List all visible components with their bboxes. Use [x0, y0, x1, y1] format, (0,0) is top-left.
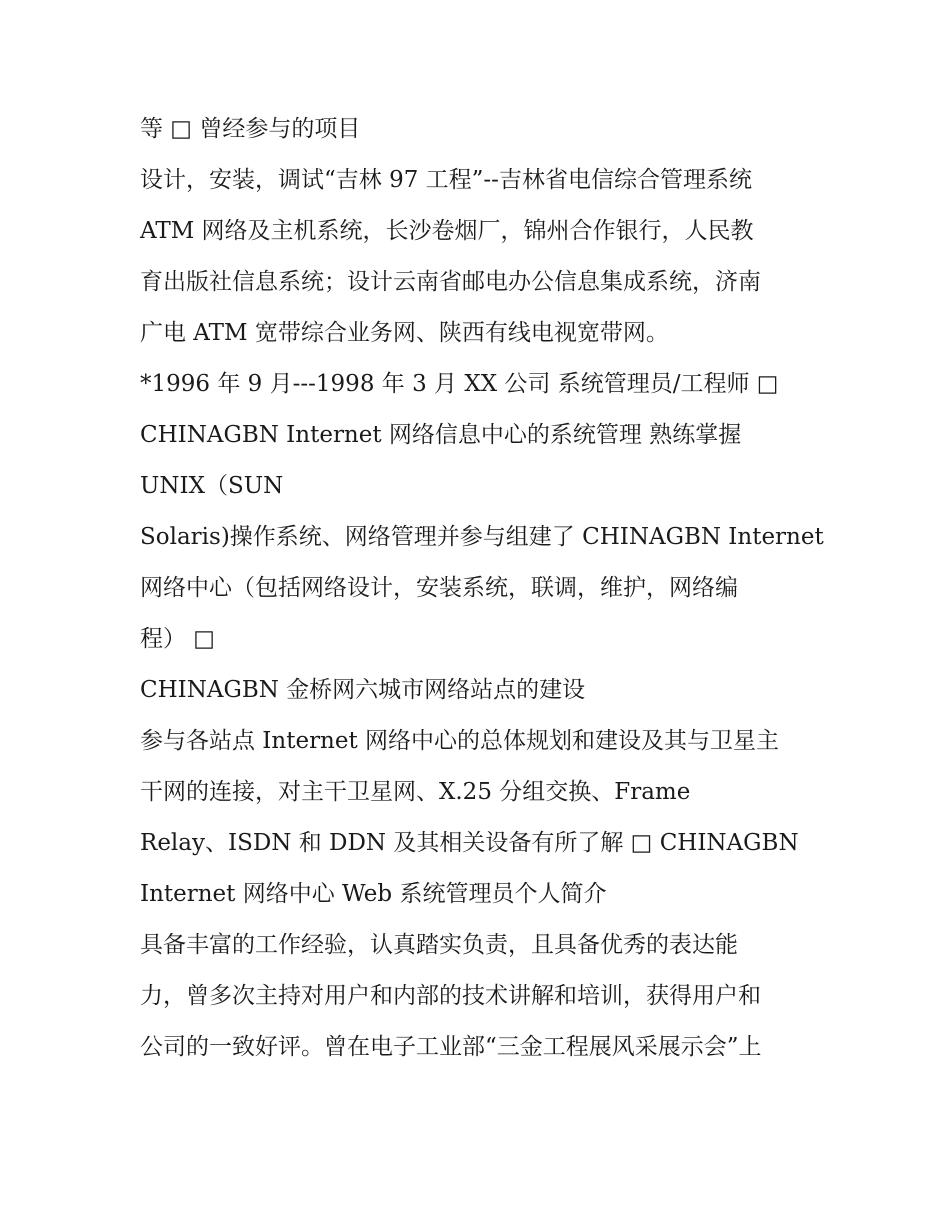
text-line-17: 具备丰富的工作经验，认真踏实负责，且具备优秀的表达能: [140, 932, 738, 958]
body-text: [140, 104, 830, 1073]
text-line-10: 网络中心（包括网络设计，安装系统，联调，维护，网络编: [140, 575, 738, 601]
text-line-13: 参与各站点 Internet 网络中心的总体规划和建设及其与卫星主: [140, 728, 780, 754]
text-line-16: Internet 网络中心 Web 系统管理员个人简介: [140, 881, 607, 907]
text-line-3: ATM 网络及主机系统，长沙卷烟厂，锦州合作银行，人民教: [140, 218, 754, 244]
text-line-11: 程） □: [140, 626, 216, 652]
text-line-5: 广电 ATM 宽带综合业务网、陕西有线电视宽带网。: [140, 320, 669, 346]
text-line-8: UNIX（SUN: [140, 473, 284, 499]
text-line-18: 力，曾多次主持对用户和内部的技术讲解和培训，获得用户和: [140, 983, 761, 1009]
text-line-15: Relay、ISDN 和 DDN 及其相关设备有所了解 □ CHINAGBN: [140, 830, 799, 856]
text-line-19: 公司的一致好评。曾在电子工业部“三金工程展风采展示会”上: [140, 1034, 762, 1060]
text-line-2: 设计，安装，调试“吉林 97 工程”--吉林省电信综合管理系统: [140, 167, 752, 193]
text-line-1: 等 □ 曾经参与的项目: [140, 116, 361, 142]
text-line-12: CHINAGBN 金桥网六城市网络站点的建设: [140, 677, 586, 703]
text-line-9: Solaris)操作系统、网络管理并参与组建了 CHINAGBN Internet: [140, 524, 824, 550]
text-line-6: *1996 年 9 月---1998 年 3 月 XX 公司 系统管理员/工程师 □: [140, 371, 779, 397]
text-line-4: 育出版社信息系统；设计云南省邮电办公信息集成系统，济南: [140, 269, 761, 295]
text-line-7: CHINAGBN Internet 网络信息中心的系统管理 熟练掌握: [140, 422, 742, 448]
text-line-14: 干网的连接，对主干卫星网、X.25 分组交换、Frame: [140, 779, 691, 805]
